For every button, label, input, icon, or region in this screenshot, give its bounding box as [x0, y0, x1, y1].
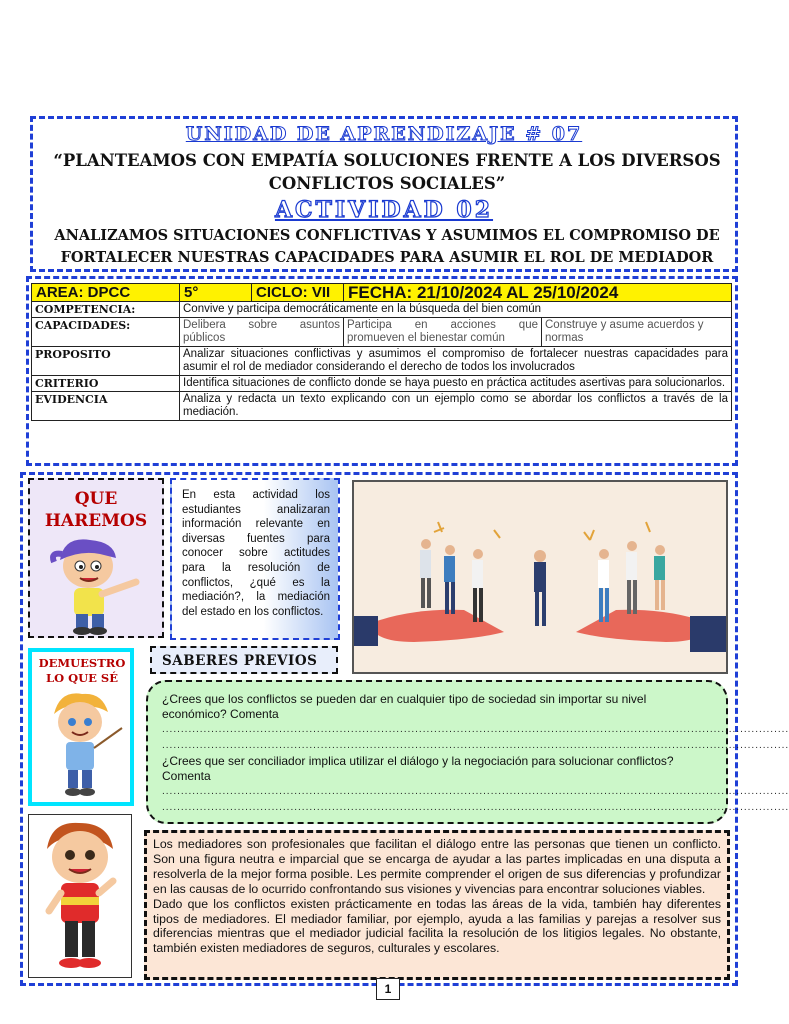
criterio-row — [32, 376, 732, 392]
demuestro-box — [28, 648, 134, 806]
mediation-illustration — [352, 480, 728, 674]
answer-line[interactable]: ...................................................................................................................................................................... — [162, 740, 789, 751]
capacidad-1: Delibera sobre asuntos públicos — [180, 318, 344, 347]
answer-line[interactable]: ...................................................................................................................................................................... — [162, 786, 789, 797]
unit-title: UNIDAD DE APRENDIZAJE # 07 — [185, 123, 583, 145]
competencia-row — [32, 302, 732, 318]
questions-box — [146, 680, 789, 824]
area-cell: AREA: DPCC — [32, 284, 180, 302]
activity-description: En esta actividad los estudiantes analizaran información relevante en diversas fuentes para conocer sobre actitudes para la resolución de conflictos, ¿qué es la mediación?, la mediación del estado en los conflictos. — [182, 489, 330, 618]
date-cell: FECHA: 21/10/2024 AL 25/10/2024 — [344, 284, 732, 302]
cycle-cell: CICLO: VII — [252, 284, 344, 302]
criterio-value: Identifica situaciones de conflicto donde se haya puesto en práctica actitudes asertivas para solucionarlos. — [180, 376, 732, 392]
activity-subtitle: ANALIZAMOS SITUACIONES CONFLICTIVAS Y ASUMIMOS EL COMPROMISO DE FORTALECER NUESTRAS CAPACIDADES PARA ASUMIR EL ROL DE MEDIADOR — [54, 227, 720, 266]
capacidades-row — [32, 318, 732, 347]
info-header-row — [32, 284, 732, 302]
info-box — [26, 276, 738, 466]
unit-subtitle: “PLANTEAMOS CON EMPATÍA SOLUCIONES FRENTE A LOS DIVERSOS CONFLICTOS SOCIALES” — [53, 151, 721, 193]
answer-line[interactable]: ...................................................................................................................................................................... — [162, 802, 789, 813]
mediator-info-box — [144, 830, 730, 980]
que-haremos-box — [28, 478, 164, 638]
competencia-label: COMPETENCIA: — [32, 302, 180, 318]
kid-with-pointer-illustration — [38, 688, 128, 800]
evidencia-row — [32, 392, 732, 421]
saberes-previos-label: SABERES PREVIOS — [162, 653, 318, 669]
mediation-scene — [354, 482, 726, 672]
capacidad-2: Participa en acciones que promueven el bienestar común — [344, 318, 542, 347]
answer-line[interactable]: ...................................................................................................................................................................... — [162, 724, 789, 735]
criterio-label: CRITERIO — [32, 376, 180, 392]
capacidad-3: Construye y asume acuerdos y normas — [542, 318, 732, 347]
question-2: ¿Crees que ser conciliador implica utilizar el diálogo y la negociación para solucionar conflictos? Comenta — [162, 754, 674, 783]
proposito-value: Analizar situaciones conflictivas y asumimos el compromiso de fortalecer nuestras capacidades para asumir el rol de mediador considerando el derecho de todos los involucrados — [180, 347, 732, 376]
mediator-paragraph-1: Los mediadores son profesionales que facilitan el diálogo entre las personas que tienen un conflicto. Son una figura neutra e imparcial que se encarga de ayudar a las partes implicadas en una disputa a resolverla de la mejor forma posible. Les permite comprender el origen de sus diferencias y profundizar en las causas de lo ocurrido confrontando sus visiones y vivencias para encontrar soluciones viables. — [153, 837, 721, 896]
thinking-boy-illustration — [29, 815, 131, 977]
saberes-previos-header — [150, 646, 338, 674]
question-1: ¿Crees que los conflictos se pueden dar en cualquier tipo de sociedad sin importar su nivel económico? Comenta — [162, 692, 647, 721]
info-table — [31, 283, 732, 421]
proposito-row — [32, 347, 732, 376]
proposito-label: PROPOSITO — [32, 347, 180, 376]
activity-title: ACTIVIDAD 02 — [274, 197, 494, 223]
mediator-text — [153, 837, 721, 956]
grade-cell: 5° — [180, 284, 252, 302]
page-number: 1 — [376, 978, 400, 1000]
competencia-value: Convive y participa democráticamente en la búsqueda del bien común — [180, 302, 732, 318]
boy-illustration-box — [28, 814, 132, 978]
que-haremos-title: QUE HAREMOS — [44, 489, 148, 531]
evidencia-label: EVIDENCIA — [32, 392, 180, 421]
pointing-kid-illustration — [40, 532, 154, 636]
activity-description-box — [170, 478, 340, 640]
capacidades-label: CAPACIDADES: — [32, 318, 180, 347]
header-box — [30, 116, 738, 272]
demuestro-label: DEMUESTRO LO QUE SÉ — [38, 656, 126, 685]
evidencia-value: Analiza y redacta un texto explicando con un ejemplo como se abordar los conflictos a través de la mediación. — [180, 392, 732, 421]
mediator-paragraph-2: Dado que los conflictos existen prácticamente en todas las áreas de la vida, también hay diferentes tipos de mediadores. El mediador familiar, por ejemplo, ayuda a las familias y parejas a resolver sus diferencias mientras que el mediador judicial facilita la resolución de los litigios legales. No obstante, también existen mediadores de seguros, culturales y escolares. — [153, 896, 721, 956]
